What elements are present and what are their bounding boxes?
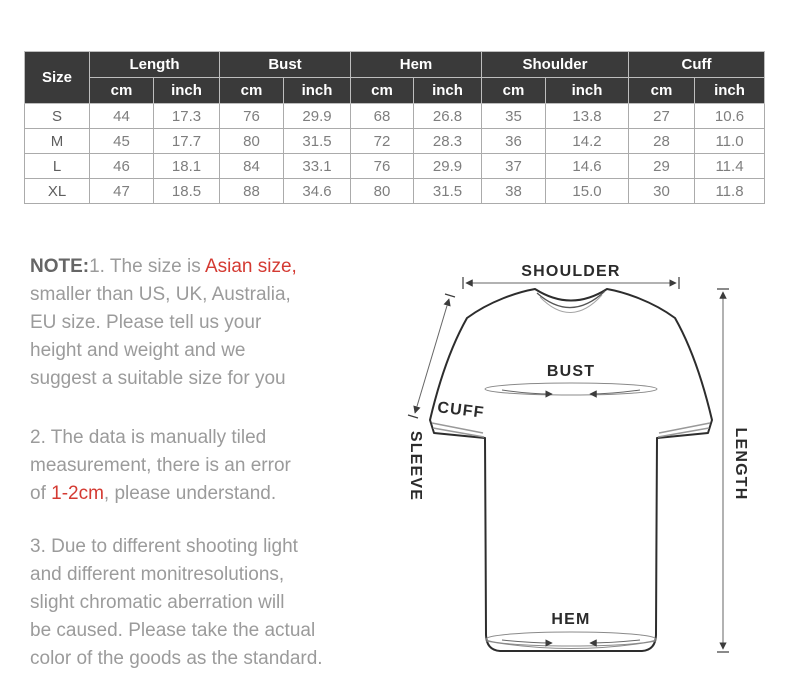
measurement-value: 10.6: [695, 104, 765, 129]
measurement-value: 84: [220, 154, 284, 179]
unit-header: cm: [629, 78, 695, 104]
sleeve-dim-tick-top: [445, 294, 455, 297]
note-text-segment: , please understand.: [103, 483, 277, 504]
note-paragraph: [30, 253, 380, 393]
measurement-value: 14.2: [546, 129, 629, 154]
label-sleeve: SLEEVE: [407, 430, 424, 502]
measurement-value: 17.3: [154, 104, 220, 129]
measurement-value: 72: [351, 129, 414, 154]
measurement-value: 29.9: [284, 104, 351, 129]
size-label: S: [25, 104, 90, 129]
table-row: [25, 179, 765, 204]
measurement-value: 31.5: [414, 179, 482, 204]
measurement-value: 11.8: [695, 179, 765, 204]
note-text-segment: 1. The size is: [89, 256, 205, 277]
note-text-segment: NOTE:: [30, 256, 90, 277]
measurement-value: 26.8: [414, 104, 482, 129]
measurement-value: 30: [629, 179, 695, 204]
note-line: [30, 589, 380, 617]
note-line: [30, 617, 380, 645]
measurement-value: 29: [629, 154, 695, 179]
measurement-value: 15.0: [546, 179, 629, 204]
measurement-value: 36: [482, 129, 546, 154]
measurement-value: 44: [90, 104, 154, 129]
measurement-value: 11.0: [695, 129, 765, 154]
note-text-segment: 1-2cm: [51, 483, 104, 504]
size-notes: [30, 253, 380, 673]
note-text-segment: smaller than US, UK, Australia,: [30, 284, 291, 305]
unit-header: cm: [351, 78, 414, 104]
measurement-value: 80: [351, 179, 414, 204]
tshirt-outline: [430, 289, 712, 651]
note-line: [30, 452, 380, 480]
note-line: [30, 365, 380, 393]
note-line: [30, 480, 380, 508]
unit-header: inch: [414, 78, 482, 104]
measure-group-header: Shoulder: [482, 52, 629, 78]
unit-header: inch: [154, 78, 220, 104]
measurement-value: 18.1: [154, 154, 220, 179]
tshirt-measurement-diagram: [390, 250, 790, 680]
unit-header: cm: [220, 78, 284, 104]
measurement-value: 34.6: [284, 179, 351, 204]
measurement-value: 37: [482, 154, 546, 179]
sleeve-dim-tick-bottom: [408, 415, 418, 418]
measure-group-header: Cuff: [629, 52, 765, 78]
note-line: [30, 281, 380, 309]
size-chart-header: [25, 52, 765, 104]
measurement-value: 14.6: [546, 154, 629, 179]
table-row: [25, 154, 765, 179]
measure-group-header: Hem: [351, 52, 482, 78]
note-text-segment: slight chromatic aberration will: [30, 592, 285, 613]
note-paragraph: [30, 533, 380, 673]
measurement-value: 68: [351, 104, 414, 129]
note-text-segment: and different monitresolutions,: [30, 564, 285, 585]
note-text-segment: Asian size,: [204, 256, 297, 277]
label-shoulder: SHOULDER: [521, 263, 621, 280]
measurement-value: 28.3: [414, 129, 482, 154]
note-text-segment: color of the goods as the standard.: [30, 648, 323, 669]
size-chart-table: [24, 51, 765, 204]
note-text-segment: height and weight and we: [30, 340, 246, 361]
note-line: [30, 424, 380, 452]
note-line: [30, 309, 380, 337]
size-column-header: Size: [25, 52, 90, 104]
measurement-value: 13.8: [546, 104, 629, 129]
measurement-value: 27: [629, 104, 695, 129]
size-label: M: [25, 129, 90, 154]
measurement-value: 31.5: [284, 129, 351, 154]
measurement-value: 38: [482, 179, 546, 204]
unit-header: cm: [482, 78, 546, 104]
measurement-value: 47: [90, 179, 154, 204]
measurement-value: 29.9: [414, 154, 482, 179]
measurement-value: 76: [351, 154, 414, 179]
note-text-segment: measurement, there is an error: [30, 455, 291, 476]
note-text-segment: suggest a suitable size for you: [30, 368, 286, 389]
note-text-segment: 3. Due to different shooting light: [30, 536, 298, 557]
note-line: [30, 561, 380, 589]
size-chart-body: [25, 104, 765, 204]
measurement-value: 46: [90, 154, 154, 179]
unit-header: cm: [90, 78, 154, 104]
measurement-value: 45: [90, 129, 154, 154]
unit-header: inch: [284, 78, 351, 104]
note-line: [30, 337, 380, 365]
note-text-segment: be caused. Please take the actual: [30, 620, 316, 641]
table-row: [25, 104, 765, 129]
measurement-value: 33.1: [284, 154, 351, 179]
note-text-segment: 2. The data is manually tiled: [30, 427, 267, 448]
measurement-value: 11.4: [695, 154, 765, 179]
table-row: [25, 129, 765, 154]
label-bust: BUST: [546, 363, 596, 380]
size-label: L: [25, 154, 90, 179]
measure-group-header: Bust: [220, 52, 351, 78]
label-hem: HEM: [551, 611, 591, 628]
measurement-value: 80: [220, 129, 284, 154]
unit-header: inch: [546, 78, 629, 104]
note-text-segment: EU size. Please tell us your: [30, 312, 262, 333]
measurement-value: 28: [629, 129, 695, 154]
note-line: [30, 253, 380, 281]
label-cuff: CUFF: [436, 399, 486, 422]
size-label: XL: [25, 179, 90, 204]
measure-group-header: Length: [90, 52, 220, 78]
label-length: LENGTH: [732, 427, 749, 501]
measurement-value: 76: [220, 104, 284, 129]
unit-header: inch: [695, 78, 765, 104]
note-line: [30, 645, 380, 673]
note-paragraph: [30, 424, 380, 508]
measurement-value: 17.7: [154, 129, 220, 154]
measurement-value: 35: [482, 104, 546, 129]
note-line: [30, 533, 380, 561]
note-text-segment: of: [30, 483, 52, 504]
measurement-value: 88: [220, 179, 284, 204]
measurement-value: 18.5: [154, 179, 220, 204]
